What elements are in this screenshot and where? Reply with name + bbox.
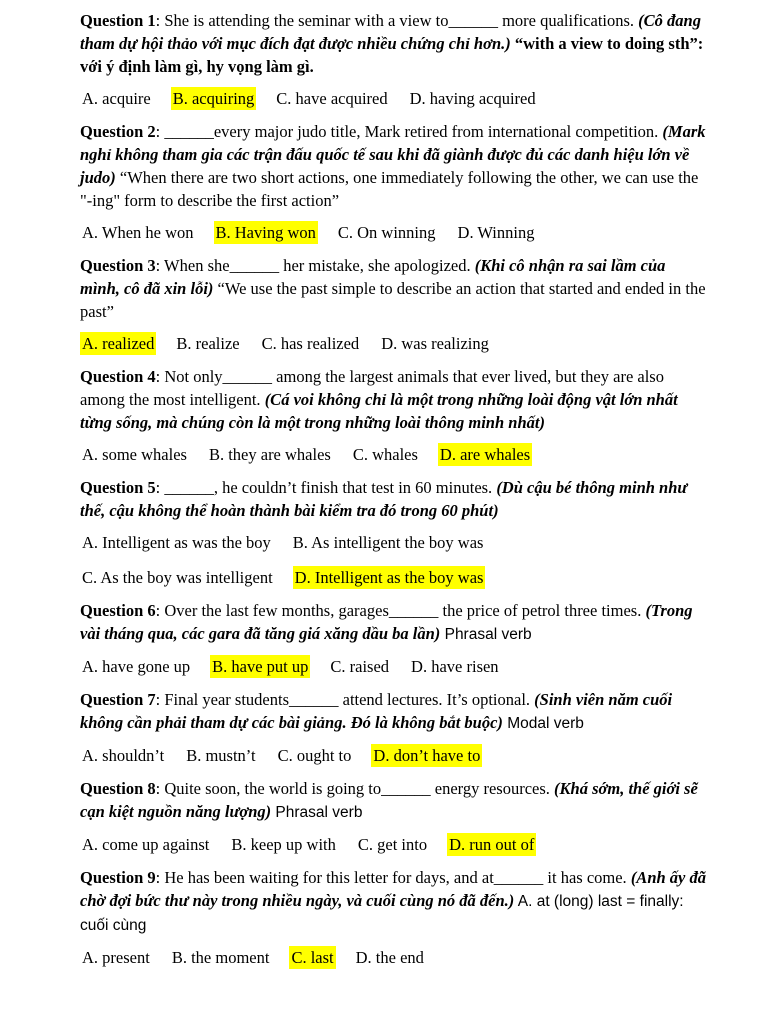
question-translation: (Cá voi không chỉ là một trong những loài động vật lớn nhất từng sống, mà chúng còn là một trong những loài thông minh nhất) xyxy=(80,390,678,432)
option-a: A. some whales xyxy=(82,445,187,464)
question-2 xyxy=(80,120,706,212)
question-6 xyxy=(80,599,706,646)
answer-options xyxy=(80,87,706,110)
question-3 xyxy=(80,254,706,323)
option-c: C. ought to xyxy=(277,746,352,765)
question-note: “with a view to doing sth”: với ý định làm gì, hy vọng làm gì. xyxy=(80,34,704,76)
question-9 xyxy=(80,866,706,937)
option-b-correct: B. Having won xyxy=(215,223,316,242)
option-b: B. keep up with xyxy=(231,835,336,854)
option-d: D. the end xyxy=(355,948,424,967)
option-a: A. present xyxy=(82,948,150,967)
option-b: B. mustn’t xyxy=(186,746,256,765)
option-d-correct: D. run out of xyxy=(449,835,535,854)
answer-options xyxy=(80,221,706,244)
option-d: D. was realizing xyxy=(381,334,489,353)
option-c: C. As the boy was intelligent xyxy=(82,568,273,587)
question-translation: (Dù cậu bé thông minh như thế, cậu không thể hoàn thành bài kiểm tra đó trong 60 phút) xyxy=(80,478,688,520)
question-note: Modal verb xyxy=(502,715,584,732)
question-7 xyxy=(80,688,706,735)
question-translation: (Khá sớm, thế giới sẽ cạn kiệt nguồn năng lượng) xyxy=(80,779,698,821)
option-a: A. come up against xyxy=(82,835,210,854)
question-translation: (Mark nghỉ không tham gia các trận đấu quốc tế sau khi đã giành được đủ các danh hiệu lớn về judo) xyxy=(80,122,706,187)
option-a-correct: A. realized xyxy=(82,334,155,353)
option-c: C. have acquired xyxy=(276,89,388,108)
option-b: B. the moment xyxy=(171,948,270,967)
answer-options xyxy=(80,833,706,856)
option-d-correct: D. Intelligent as the boy was xyxy=(294,568,484,587)
question-note: Phrasal verb xyxy=(440,626,532,643)
option-c: C. has realized xyxy=(261,334,360,353)
answer-options xyxy=(80,744,706,767)
question-4 xyxy=(80,365,706,434)
question-translation: (Khi cô nhận ra sai lầm của mình, cô đã xin lỗi) xyxy=(80,256,666,298)
question-note: A. at (long) last = finally: cuối cùng xyxy=(80,893,684,934)
option-b-correct: B. have put up xyxy=(212,657,309,676)
question-stem: : Final year students______ attend lectures. It’s optional. xyxy=(155,690,535,709)
option-c-correct: C. last xyxy=(291,948,334,967)
answer-options xyxy=(80,946,706,969)
question-label: Question 4 xyxy=(80,367,156,386)
question-translation: (Sinh viên năm cuối không cần phải tham dự các bài giảng. Đó là không bắt buộc) xyxy=(80,690,673,732)
question-translation: (Cô đang tham dự hội thảo với mục đích đạt được nhiều chứng chỉ hơn.) xyxy=(80,11,701,53)
question-stem: : When she______ her mistake, she apologized. xyxy=(155,256,475,275)
option-a: A. acquire xyxy=(82,89,151,108)
option-a: A. shouldn’t xyxy=(82,746,165,765)
option-d-correct: D. are whales xyxy=(439,445,531,464)
question-stem: : ______every major judo title, Mark retired from international competition. xyxy=(155,122,663,141)
question-translation: (Trong vài tháng qua, các gara đã tăng giá xăng dầu ba lần) xyxy=(80,601,693,643)
option-c: C. raised xyxy=(330,657,390,676)
question-label: Question 3 xyxy=(80,256,156,275)
question-stem: : He has been waiting for this letter for days, and at______ it has come. xyxy=(155,868,631,887)
answer-options xyxy=(80,655,706,678)
question-8 xyxy=(80,777,706,824)
option-b-correct: B. acquiring xyxy=(172,89,255,108)
option-c: C. whales xyxy=(352,445,418,464)
option-b: B. realize xyxy=(176,334,240,353)
question-label: Question 1 xyxy=(80,11,156,30)
question-stem: : Quite soon, the world is going to______ energy resources. xyxy=(155,779,555,798)
answer-options-row-2 xyxy=(80,566,706,589)
question-label: Question 6 xyxy=(80,601,156,620)
option-b: B. they are whales xyxy=(208,445,331,464)
option-a: A. When he won xyxy=(82,223,194,242)
question-stem: : Over the last few months, garages______ the price of petrol three times. xyxy=(155,601,646,620)
question-label: Question 2 xyxy=(80,122,156,141)
question-translation: (Anh ấy đã chờ đợi bức thư này trong nhiều ngày, và cuối cùng nó đã đến.) xyxy=(80,868,706,910)
question-note: “We use the past simple to describe an action that started and ended in the past” xyxy=(80,279,706,321)
option-a: A. have gone up xyxy=(82,657,191,676)
question-note: Phrasal verb xyxy=(271,804,363,821)
question-label: Question 7 xyxy=(80,690,156,709)
option-a: A. Intelligent as was the boy xyxy=(82,533,271,552)
question-stem: : ______, he couldn’t finish that test in 60 minutes. xyxy=(155,478,497,497)
option-d: D. Winning xyxy=(457,223,535,242)
answer-options-row-1 xyxy=(80,531,706,554)
question-stem: : Not only______ among the largest animals that ever lived, but they are also among the most intelligent. xyxy=(80,367,664,409)
option-d: D. having acquired xyxy=(409,89,536,108)
option-c: C. get into xyxy=(357,835,428,854)
question-1 xyxy=(80,9,706,78)
option-d: D. have risen xyxy=(411,657,499,676)
option-c: C. On winning xyxy=(337,223,436,242)
question-note: “When there are two short actions, one immediately following the other, we can use the "-ing" form to describe the first action” xyxy=(80,168,699,210)
question-label: Question 5 xyxy=(80,478,156,497)
answer-options xyxy=(80,443,706,466)
option-d-correct: D. don’t have to xyxy=(373,746,481,765)
question-label: Question 9 xyxy=(80,868,156,887)
question-stem: : She is attending the seminar with a view to______ more qualifications. xyxy=(155,11,635,30)
answer-options xyxy=(80,332,706,355)
question-label: Question 8 xyxy=(80,779,156,798)
question-5 xyxy=(80,476,706,522)
option-b: B. As intelligent the boy was xyxy=(292,533,484,552)
